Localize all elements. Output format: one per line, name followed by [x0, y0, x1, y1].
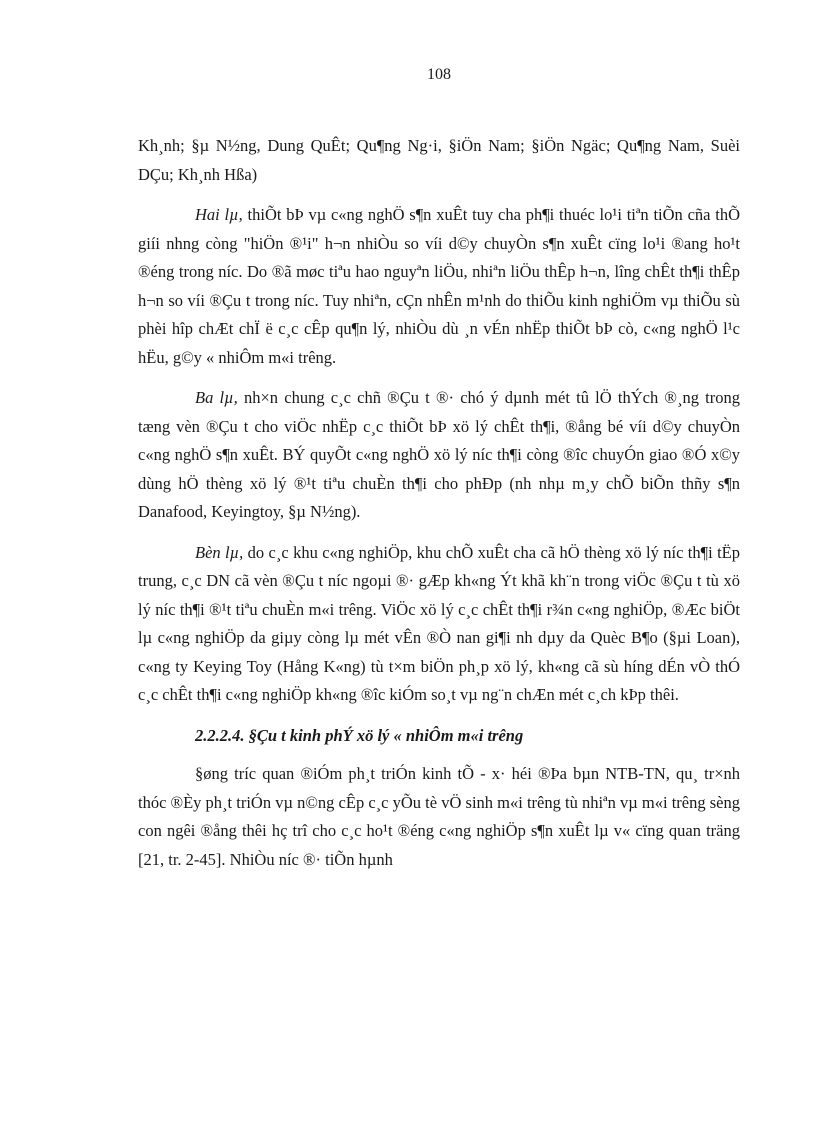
- paragraph-4-text: do c¸c khu c«ng nghiÖp, khu chÕ xuÊt cha cã hÖ thèng xö lý níc th¶i tËp trung, c¸c DN cã vèn ®Çu t níc ngoµi ®· gÆp kh«ng Ýt khã kh¨n trong viÖc ®Çu t tù xö lý níc th¶i ®¹t tiªu chuÈn m«i trêng. ViÖc xö lý c¸c chÊt th¶i r¾n c«ng nghiÖp, ®Æc biÖt lµ c«ng nghiÖp da giµy còng lµ mét vÊn ®Ò nan gi¶i nh dµy da Quèc B¶o (§µi Loan), c«ng ty Keying Toy (Hång K«ng) tù t×m biÖn ph¸p xö lý, kh«ng cã sù híng dÉn vÒ thÓ c¸c chÊt th¶i c«ng nghiÖp kh«ng ®îc kiÓm so¸t vµ ng¨n chÆn mét c¸ch kÞp thêi.: [138, 542, 740, 704]
- paragraph-2-text: thiÕt bÞ vµ c«ng nghÖ s¶n xuÊt tuy cha ph¶i thuéc lo¹i tiªn tiÕn cña thÕ giíi nhng còng "hiÖn ®¹i" h¬n nhiÒu so víi d©y chuyÒn s¶n xuÊt cïng lo¹i ®ang ho¹t ®éng trong níc. Do ®ã møc tiªu hao nguyªn liÖu, nhiªn liÖu thÊp h¬n, lîng chÊt th¶i thÊp h¬n so víi ®Çu t trong níc. Tuy nhiªn, cÇn nhÊn m¹nh do thiÕu kinh nghiÖm vµ thiÕu sù phèi hîp chÆt chÏ ë c¸c cÊp qu¶n lý, nhiÒu dù ¸n vÉn nhËp thiÕt bÞ cò, c«ng nghÖ l¹c hËu, g©y « nhiÔm m«i trêng.: [138, 205, 740, 367]
- page-number: 108: [427, 66, 451, 83]
- paragraph-3: [138, 384, 740, 527]
- paragraph-1: [138, 132, 740, 189]
- body-text: [138, 132, 740, 886]
- paragraph-1-text: Kh¸nh; §µ N½ng, Dung QuÊt; Qu¶ng Ng·i, §iÖn Nam; §iÖn Ngäc; Qu¶ng Nam, Suèi DÇu; Kh¸nh Hßa): [138, 136, 740, 184]
- paragraph-3-lead: Ba lµ,: [195, 388, 238, 407]
- paragraph-4-lead: Bèn lµ,: [195, 542, 244, 562]
- paragraph-2-lead: Hai lµ,: [195, 205, 243, 224]
- document-page: [138, 0, 740, 1123]
- paragraph-4: [138, 539, 740, 710]
- paragraph-2: [138, 201, 740, 372]
- section-heading: 2.2.2.4. §Çu t kinh phÝ xö lý « nhiÔm m«i trêng: [195, 725, 524, 745]
- paragraph-3-text: nh×n chung c¸c chñ ®Çu t ®· chó ý dµnh mét tû lÖ thÝch ®¸ng trong tæng vèn ®Çu t cho viÖc nhËp c¸c thiÕt bÞ xö lý chÊt th¶i, ®ång bé víi d©y chuyÒn c«ng nghÖ s¶n xuÊt. BÝ quyÕt c«ng nghÖ xö lý níc th¶i còng ®îc chuyÓn giao ®Ó x©y dùng hÖ thèng xö lý ®¹t tiªu chuÈn th¶i cho phÐp (nh nhµ m¸y chÕ biÕn thñy s¶n Danafood, Keyingtoy, §µ N½ng).: [138, 388, 741, 521]
- paragraph-5: §øng tríc quan ®iÓm ph¸t triÓn kinh tÕ - x· héi ®Þa bµn NTB-TN, qu¸ tr×nh thóc ®Èy ph¸t triÓn vµ n©ng cÊp c¸c yÕu tè vÖ sinh m«i trêng tù nhiªn vµ m«i trêng sèng con ngêi ®ång thêi hç trî cho c¸c ho¹t ®éng c«ng nghiÖp s¶n xuÊt lµ v« cïng quan träng [21, tr. 2-45]. NhiÒu níc ®· tiÕn hµnh: [138, 764, 740, 869]
